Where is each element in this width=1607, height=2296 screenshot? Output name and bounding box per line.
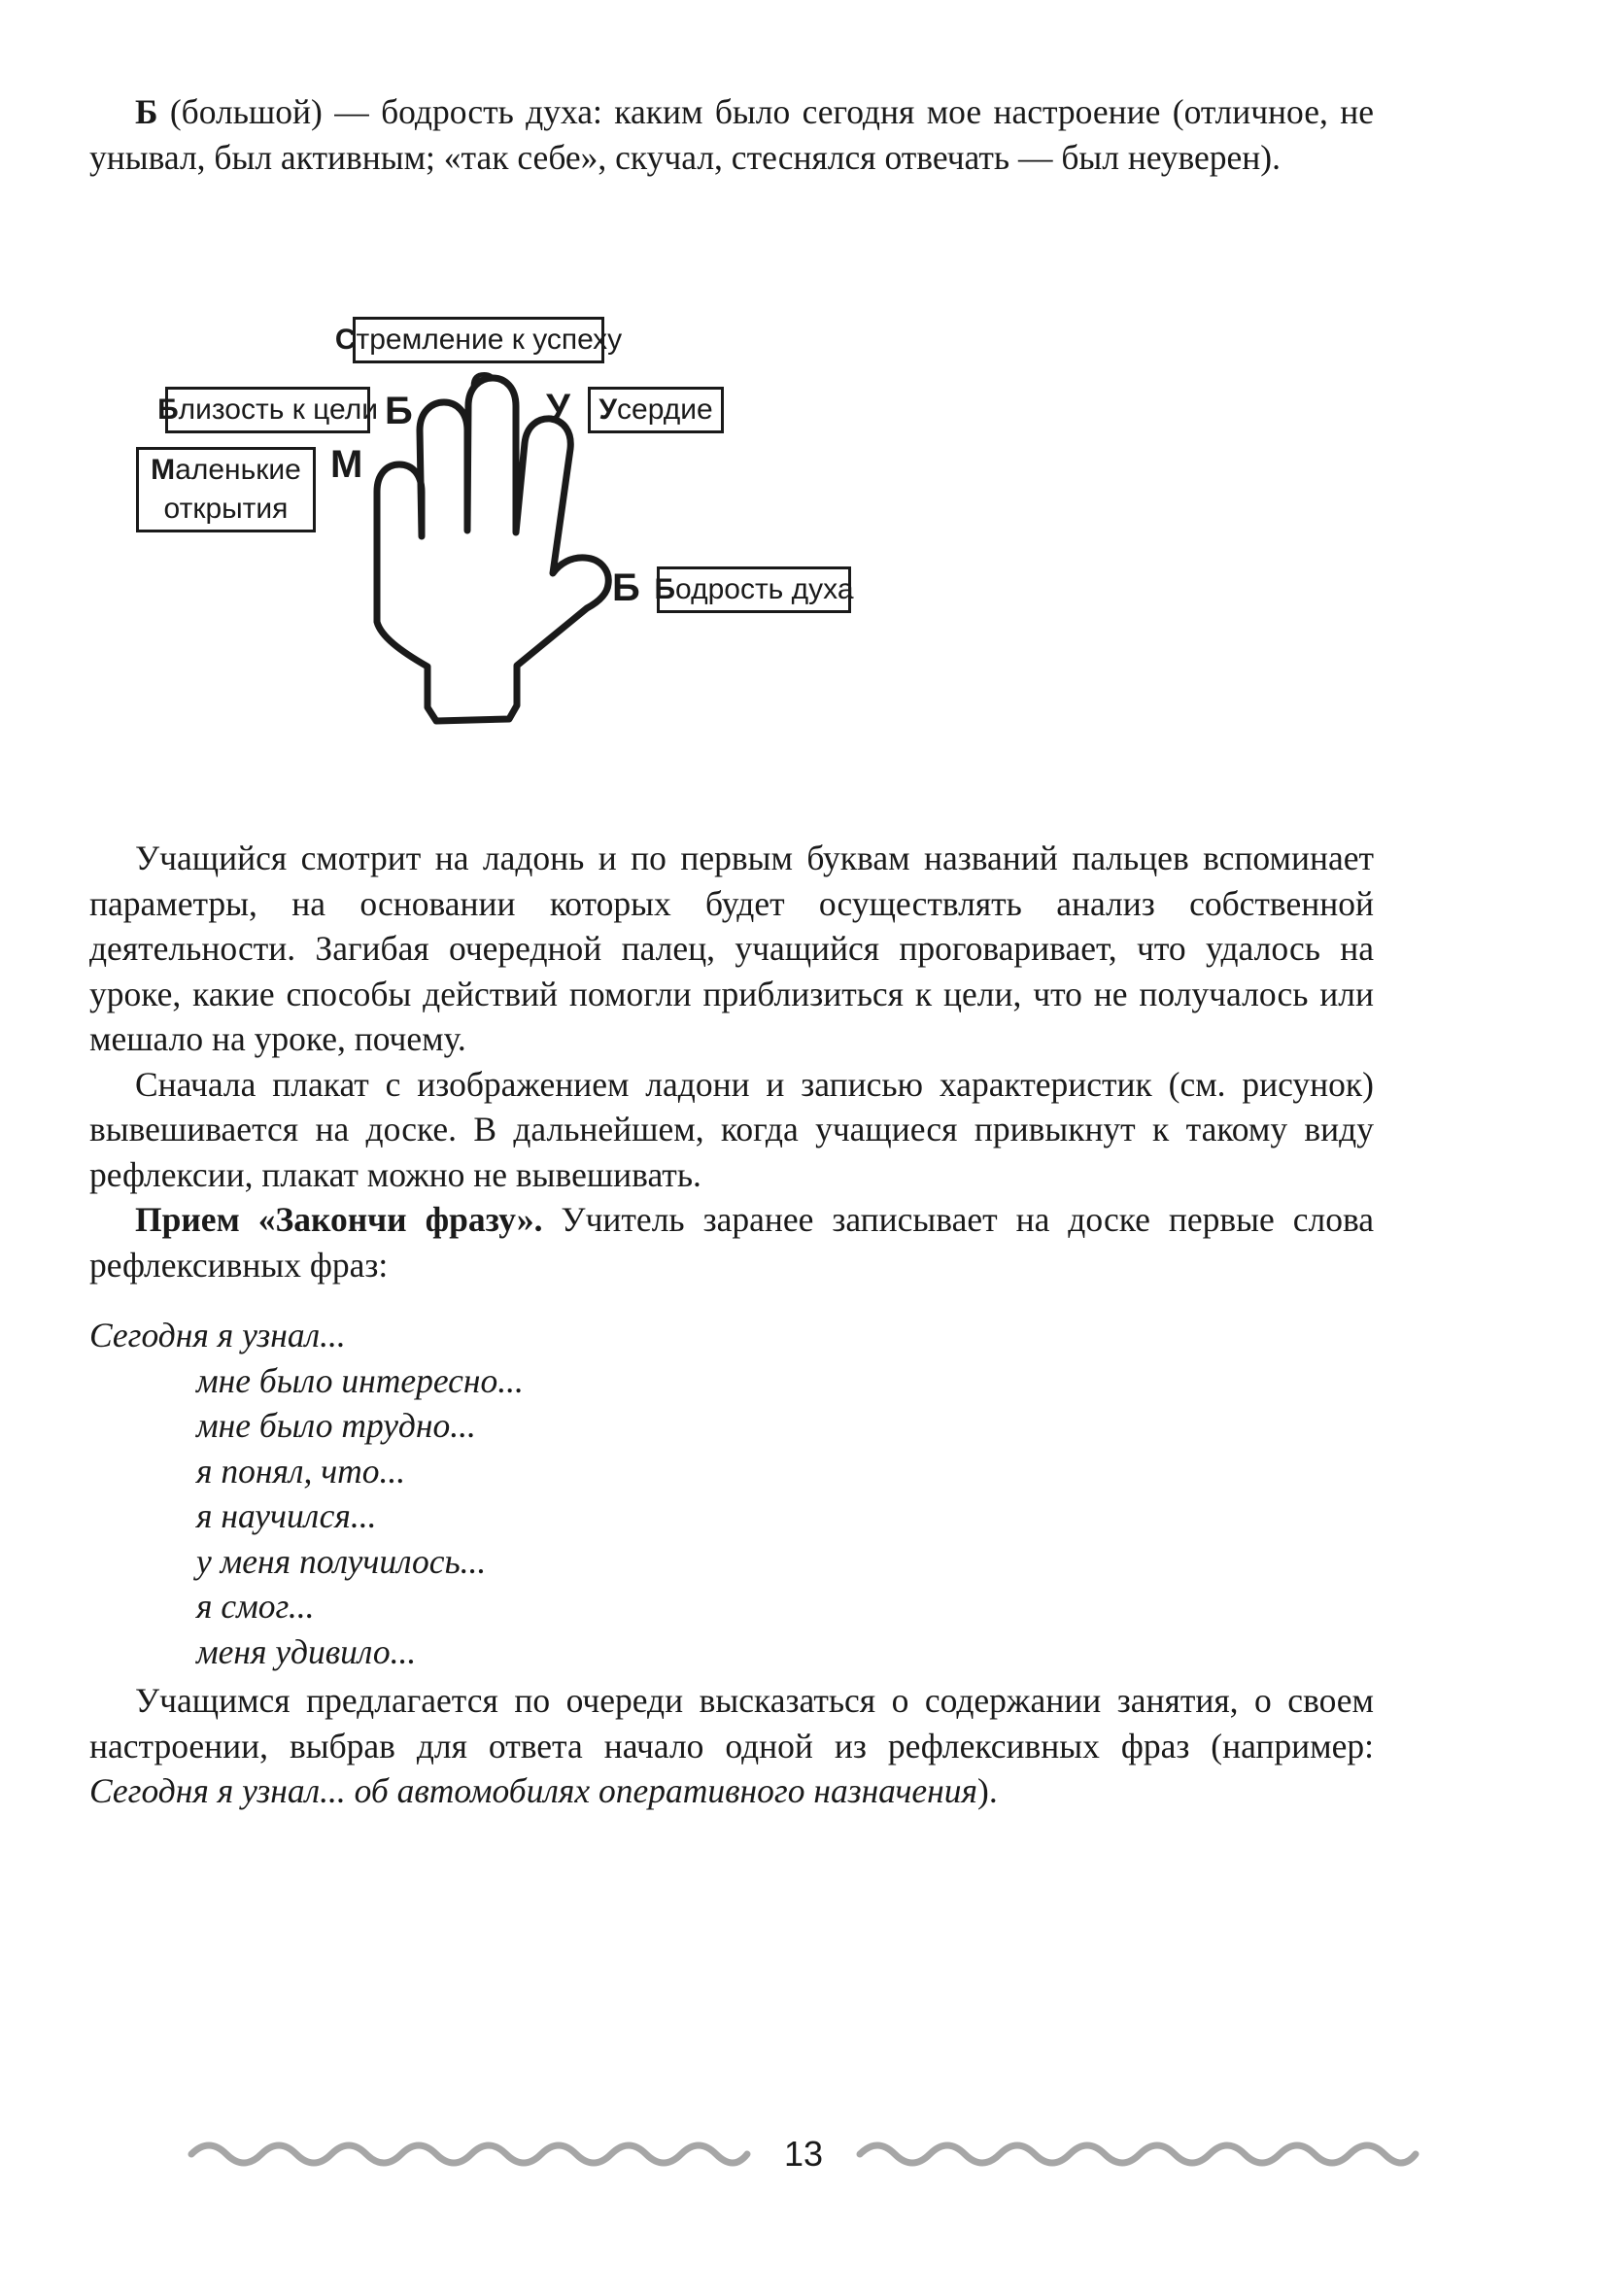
wave-rule-right-icon [856,2135,1419,2174]
phrase-item: я научился... [196,1496,377,1535]
box-userdie-rest: сердие [617,394,713,426]
intro-bold-letter: Б [135,92,158,131]
box-malenkie-rest: аленькие [175,454,301,486]
diagram-letter-m-pinky: М [330,443,363,486]
diagram-letter-b-index: Б [385,390,413,432]
diagram-letter-b-thumb: Б [612,566,640,609]
phrase-item: Сегодня я узнал... [89,1316,346,1354]
box-stremlenie-rest: тремление к успеху [356,324,623,356]
paragraph-4 [89,1678,1374,1814]
box-stremlenie-cap: С [334,324,357,356]
box-blizost-cap: Б [157,394,179,426]
box-userdie-cap: У [598,394,618,426]
wave-rule-left-icon [188,2135,751,2174]
box-bodrost-cap: Б [654,573,676,605]
paragraph-4-tail: ). [977,1771,998,1810]
intro-block [89,89,1374,180]
phrase-item: у меня получилось... [196,1541,487,1581]
paragraph-4-lead: Учащимся предлагается по очереди высказаться о содержании занятия, о своем настроении, выбрав для ответа начало одной из рефлексивных фраз (например: [89,1681,1374,1765]
paragraph-1: Учащийся смотрит на ладонь и по первым буквам названий пальцев вспоминает параметры, на основании которых будет осуществлять анализ собственной деятельности. Загибая очередной палец, учащийся проговаривает, что удалось на уроке, какие способы действий помогли приблизиться к цели, что не получалось или мешало на уроке, почему. [89,839,1374,1058]
box-bodrost-rest: одрость духа [675,573,854,605]
intro-rest: (большой) — бодрость духа: каким было сегодня мое настроение (отличное, не унывал, был активным; «так себе», скучал, стеснялся отвечать — был неуверен). [89,92,1374,177]
intro-paragraph [89,89,1374,180]
diagram-letter-u-ring: У [546,387,570,429]
open-hand-outline-icon [354,301,616,787]
box-malenkie-cap: М [151,454,176,486]
box-bodrost-duha [654,566,854,613]
phrase-item: мне было интересно... [196,1360,524,1400]
palm-reflection-diagram [89,291,1374,777]
phrase-item: я понял, что... [196,1451,406,1491]
page-number: 13 [783,2134,824,2174]
paragraph-2: Сначала плакат с изображением ладони и записью характеристик (см. рисунок) вывешивается на доске. В дальнейшем, когда учащиеся привыкнут к такому виду рефлексии, плакат можно не вывешивать. [89,1064,1374,1194]
box-malenkie-otkrytiya [136,447,316,532]
body-block-1 [89,836,1374,1287]
phrase-item: мне было трудно... [196,1406,476,1445]
paragraph-4-italic: Сегодня я узнал... об автомобилях оперативного назначения [89,1771,978,1810]
phrase-item: меня удивило... [196,1631,417,1671]
paragraph-3-rest: Учитель заранее записывает на доске первые слова рефлексивных фраз: [89,1200,1374,1285]
paragraph-3-bold: Прием «Закончи фразу». [135,1200,543,1239]
box-malenkie-line2: открытия [163,493,289,525]
reflexive-phrases-list [89,1313,1374,1674]
body-block-2 [89,1678,1374,1814]
page-footer [0,2120,1607,2188]
phrase-item: я смог... [196,1587,315,1626]
box-blizost-rest: лизость к цели [178,394,378,426]
paragraph-3 [89,1197,1374,1287]
box-blizost-k-celi [157,387,378,433]
box-malenkie-line1 [151,451,301,490]
